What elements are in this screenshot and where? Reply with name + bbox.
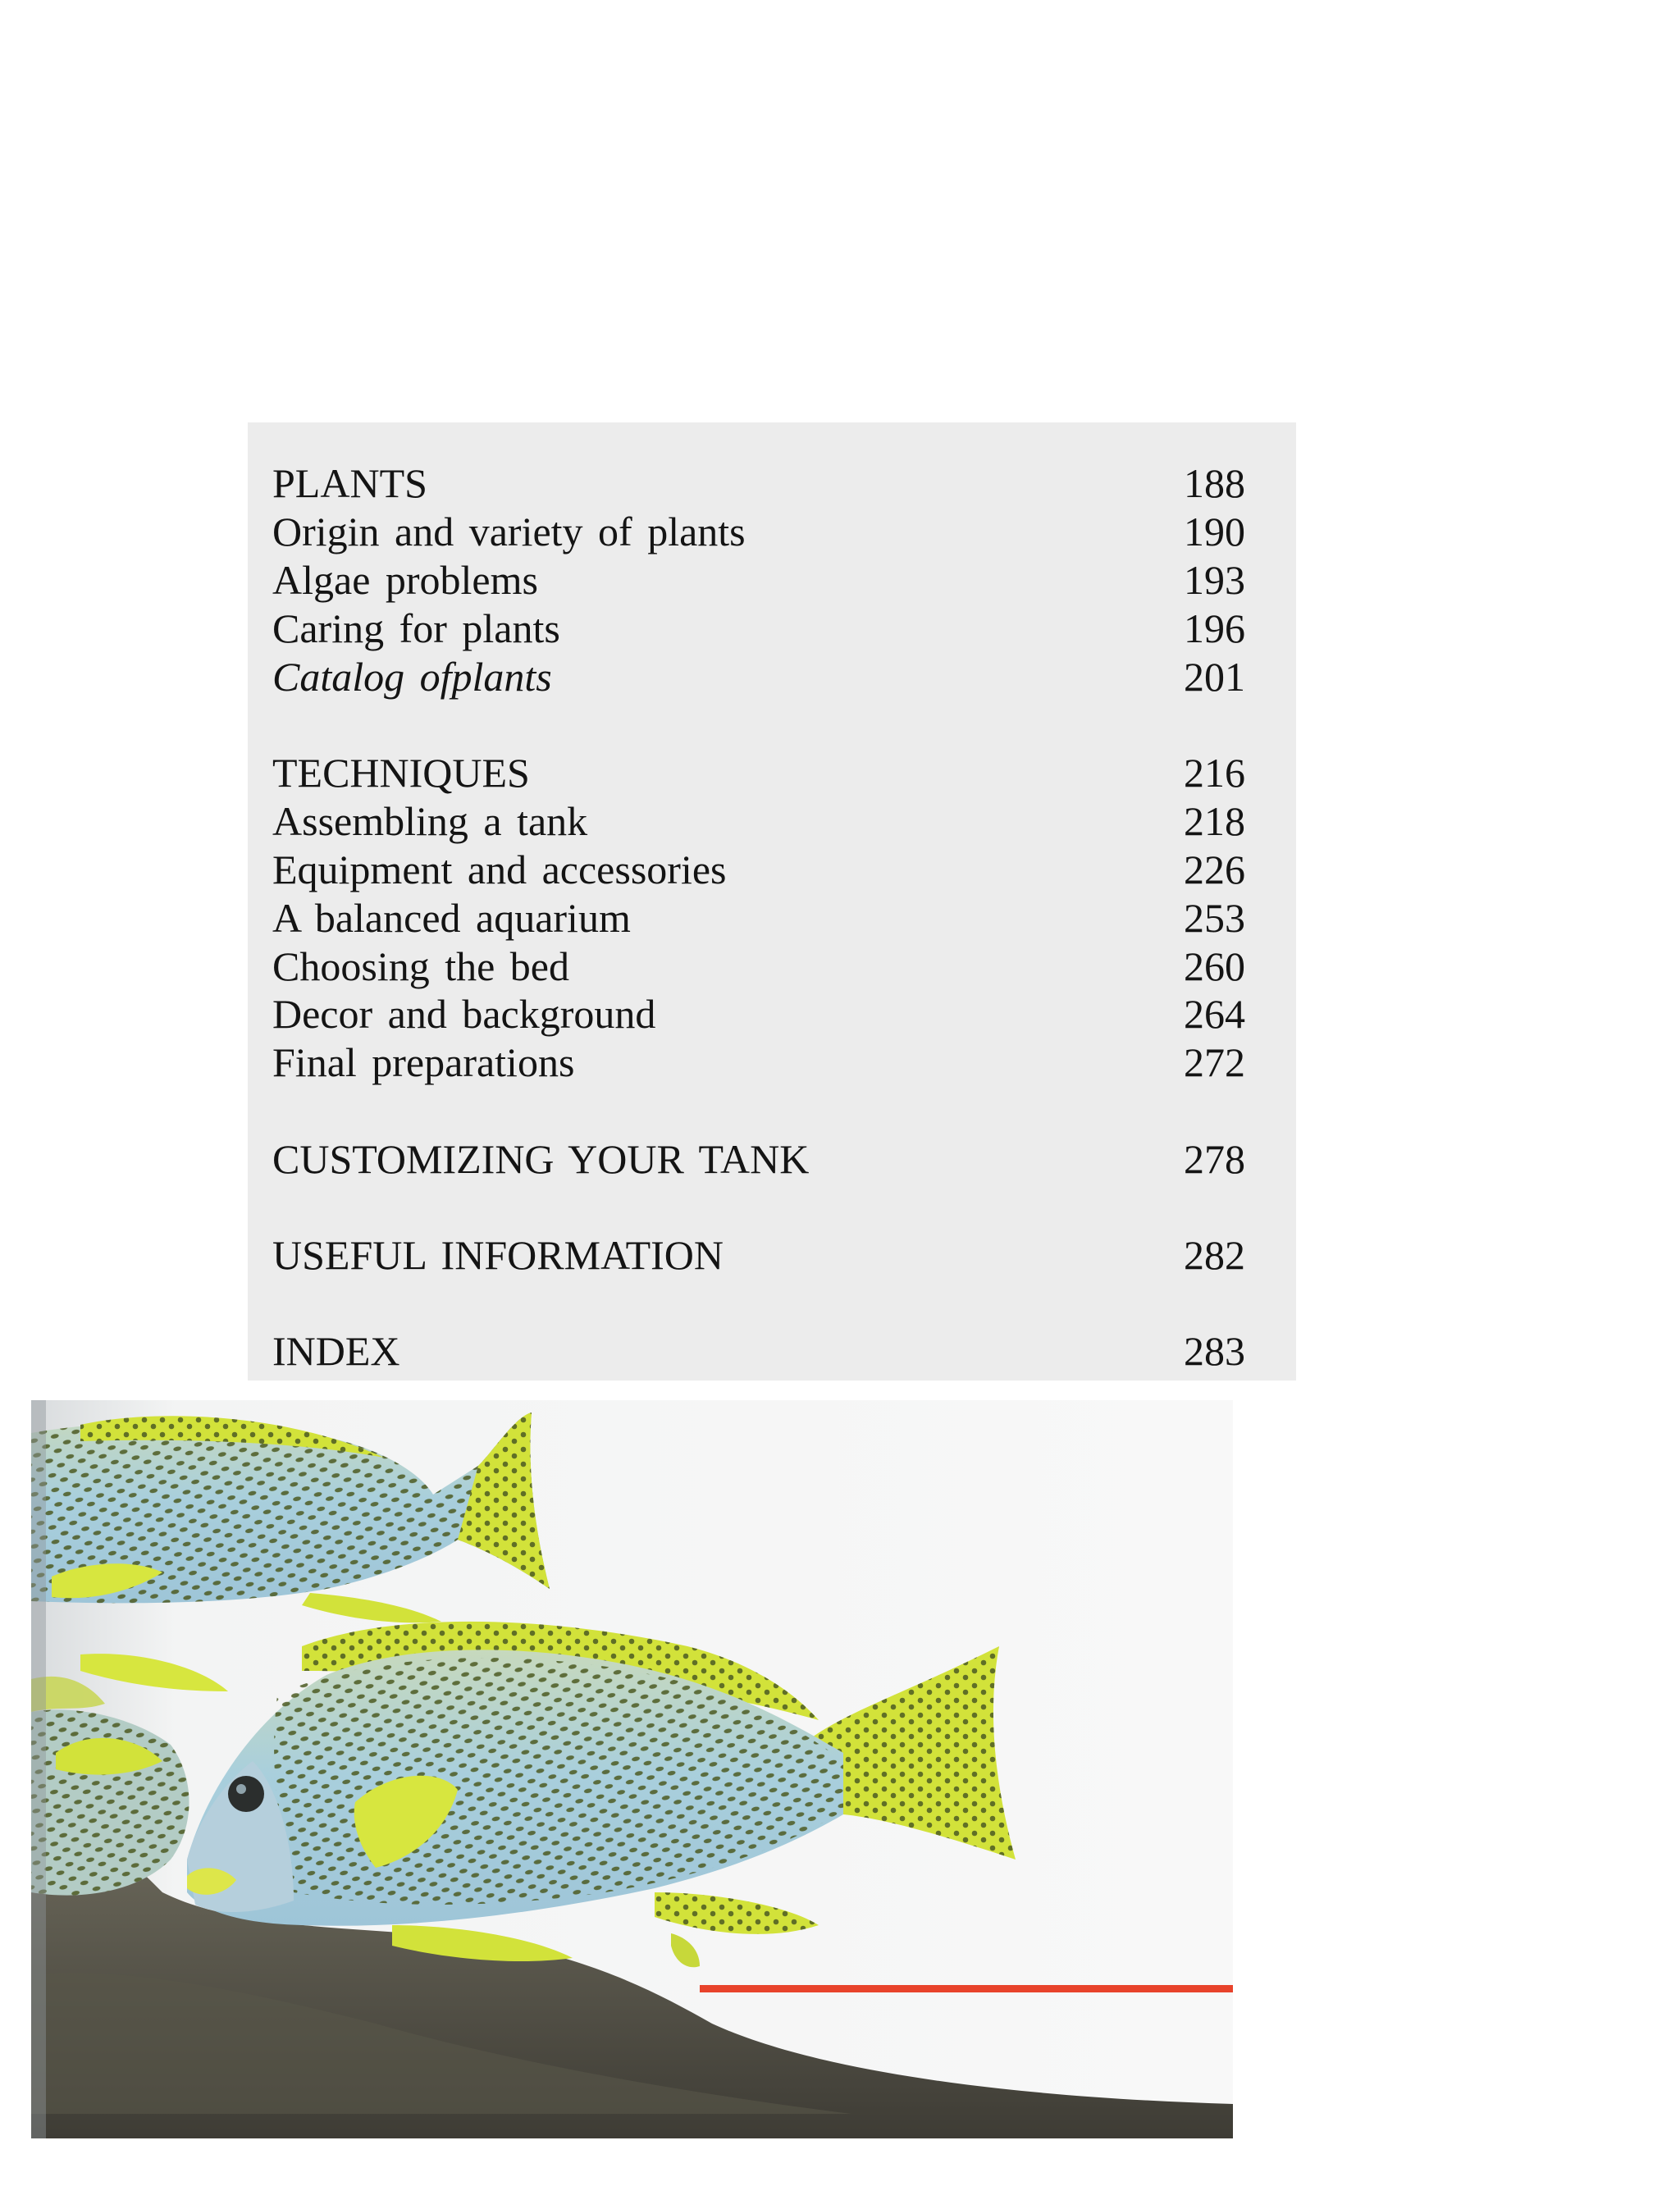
accent-line — [700, 1985, 1233, 1992]
toc-row-catalog-of-plants[interactable] — [272, 653, 1245, 701]
toc-row-useful-information[interactable] — [272, 1231, 1245, 1279]
toc-row-techniques[interactable] — [272, 749, 1245, 796]
toc-page-number: 253 — [1184, 895, 1245, 941]
toc-row-index[interactable] — [272, 1327, 1245, 1375]
fish-eye — [228, 1776, 264, 1812]
toc-row-equipment-accessories[interactable] — [272, 846, 1245, 893]
toc-entry-title: USEFUL INFORMATION — [272, 1232, 724, 1278]
toc-page-number: 216 — [1184, 750, 1245, 796]
sweetlips-fish-photo — [31, 1400, 1233, 2138]
toc-page-number: 193 — [1184, 557, 1245, 603]
toc-page-number: 226 — [1184, 847, 1245, 892]
toc-entry-title: Decor and background — [272, 991, 656, 1037]
toc-row-assembling-a-tank[interactable] — [272, 797, 1245, 845]
toc-row-balanced-aquarium[interactable] — [272, 894, 1245, 942]
toc-entry-title: Final preparations — [272, 1039, 575, 1085]
toc-page-number: 278 — [1184, 1136, 1245, 1182]
toc-row-decor-background[interactable] — [272, 990, 1245, 1038]
toc-page-number: 188 — [1184, 460, 1245, 506]
toc-page-number: 218 — [1184, 798, 1245, 844]
toc-page-number: 201 — [1184, 654, 1245, 700]
toc-row-algae-problems[interactable] — [272, 556, 1245, 604]
fish-illustration — [31, 1400, 1233, 2138]
toc-row-plants[interactable] — [272, 459, 1245, 507]
toc-page-number: 283 — [1184, 1328, 1245, 1374]
toc-entry-title: Caring for plants — [272, 605, 560, 651]
toc-page-number: 190 — [1184, 509, 1245, 554]
toc-page-number: 282 — [1184, 1232, 1245, 1278]
toc-row-caring-for-plants[interactable] — [272, 605, 1245, 652]
toc-entry-title: Choosing the bed — [272, 943, 569, 989]
toc-entry-title: CUSTOMIZING YOUR TANK — [272, 1136, 810, 1182]
toc-page-number: 272 — [1184, 1039, 1245, 1085]
toc-row-choosing-the-bed[interactable] — [272, 942, 1245, 990]
toc-row-origin-variety[interactable] — [272, 508, 1245, 555]
table-of-contents — [248, 422, 1296, 1381]
toc-page-number: 196 — [1184, 605, 1245, 651]
toc-entry-title: Assembling a tank — [272, 798, 588, 844]
toc-entry-title: TECHNIQUES — [272, 750, 530, 796]
toc-entry-title: Origin and variety of plants — [272, 509, 746, 554]
toc-page-number: 264 — [1184, 991, 1245, 1037]
toc-entry-title: Algae problems — [272, 557, 538, 603]
toc-row-final-preparations[interactable] — [272, 1038, 1245, 1086]
toc-entry-title: Catalog ofplants — [272, 654, 552, 700]
toc-entry-title: INDEX — [272, 1328, 400, 1374]
toc-page-number: 260 — [1184, 943, 1245, 989]
toc-entry-title: Equipment and accessories — [272, 847, 727, 892]
toc-row-customizing-your-tank[interactable] — [272, 1135, 1245, 1183]
toc-entry-title: A balanced aquarium — [272, 895, 631, 941]
toc-entry-title: PLANTS — [272, 460, 427, 506]
